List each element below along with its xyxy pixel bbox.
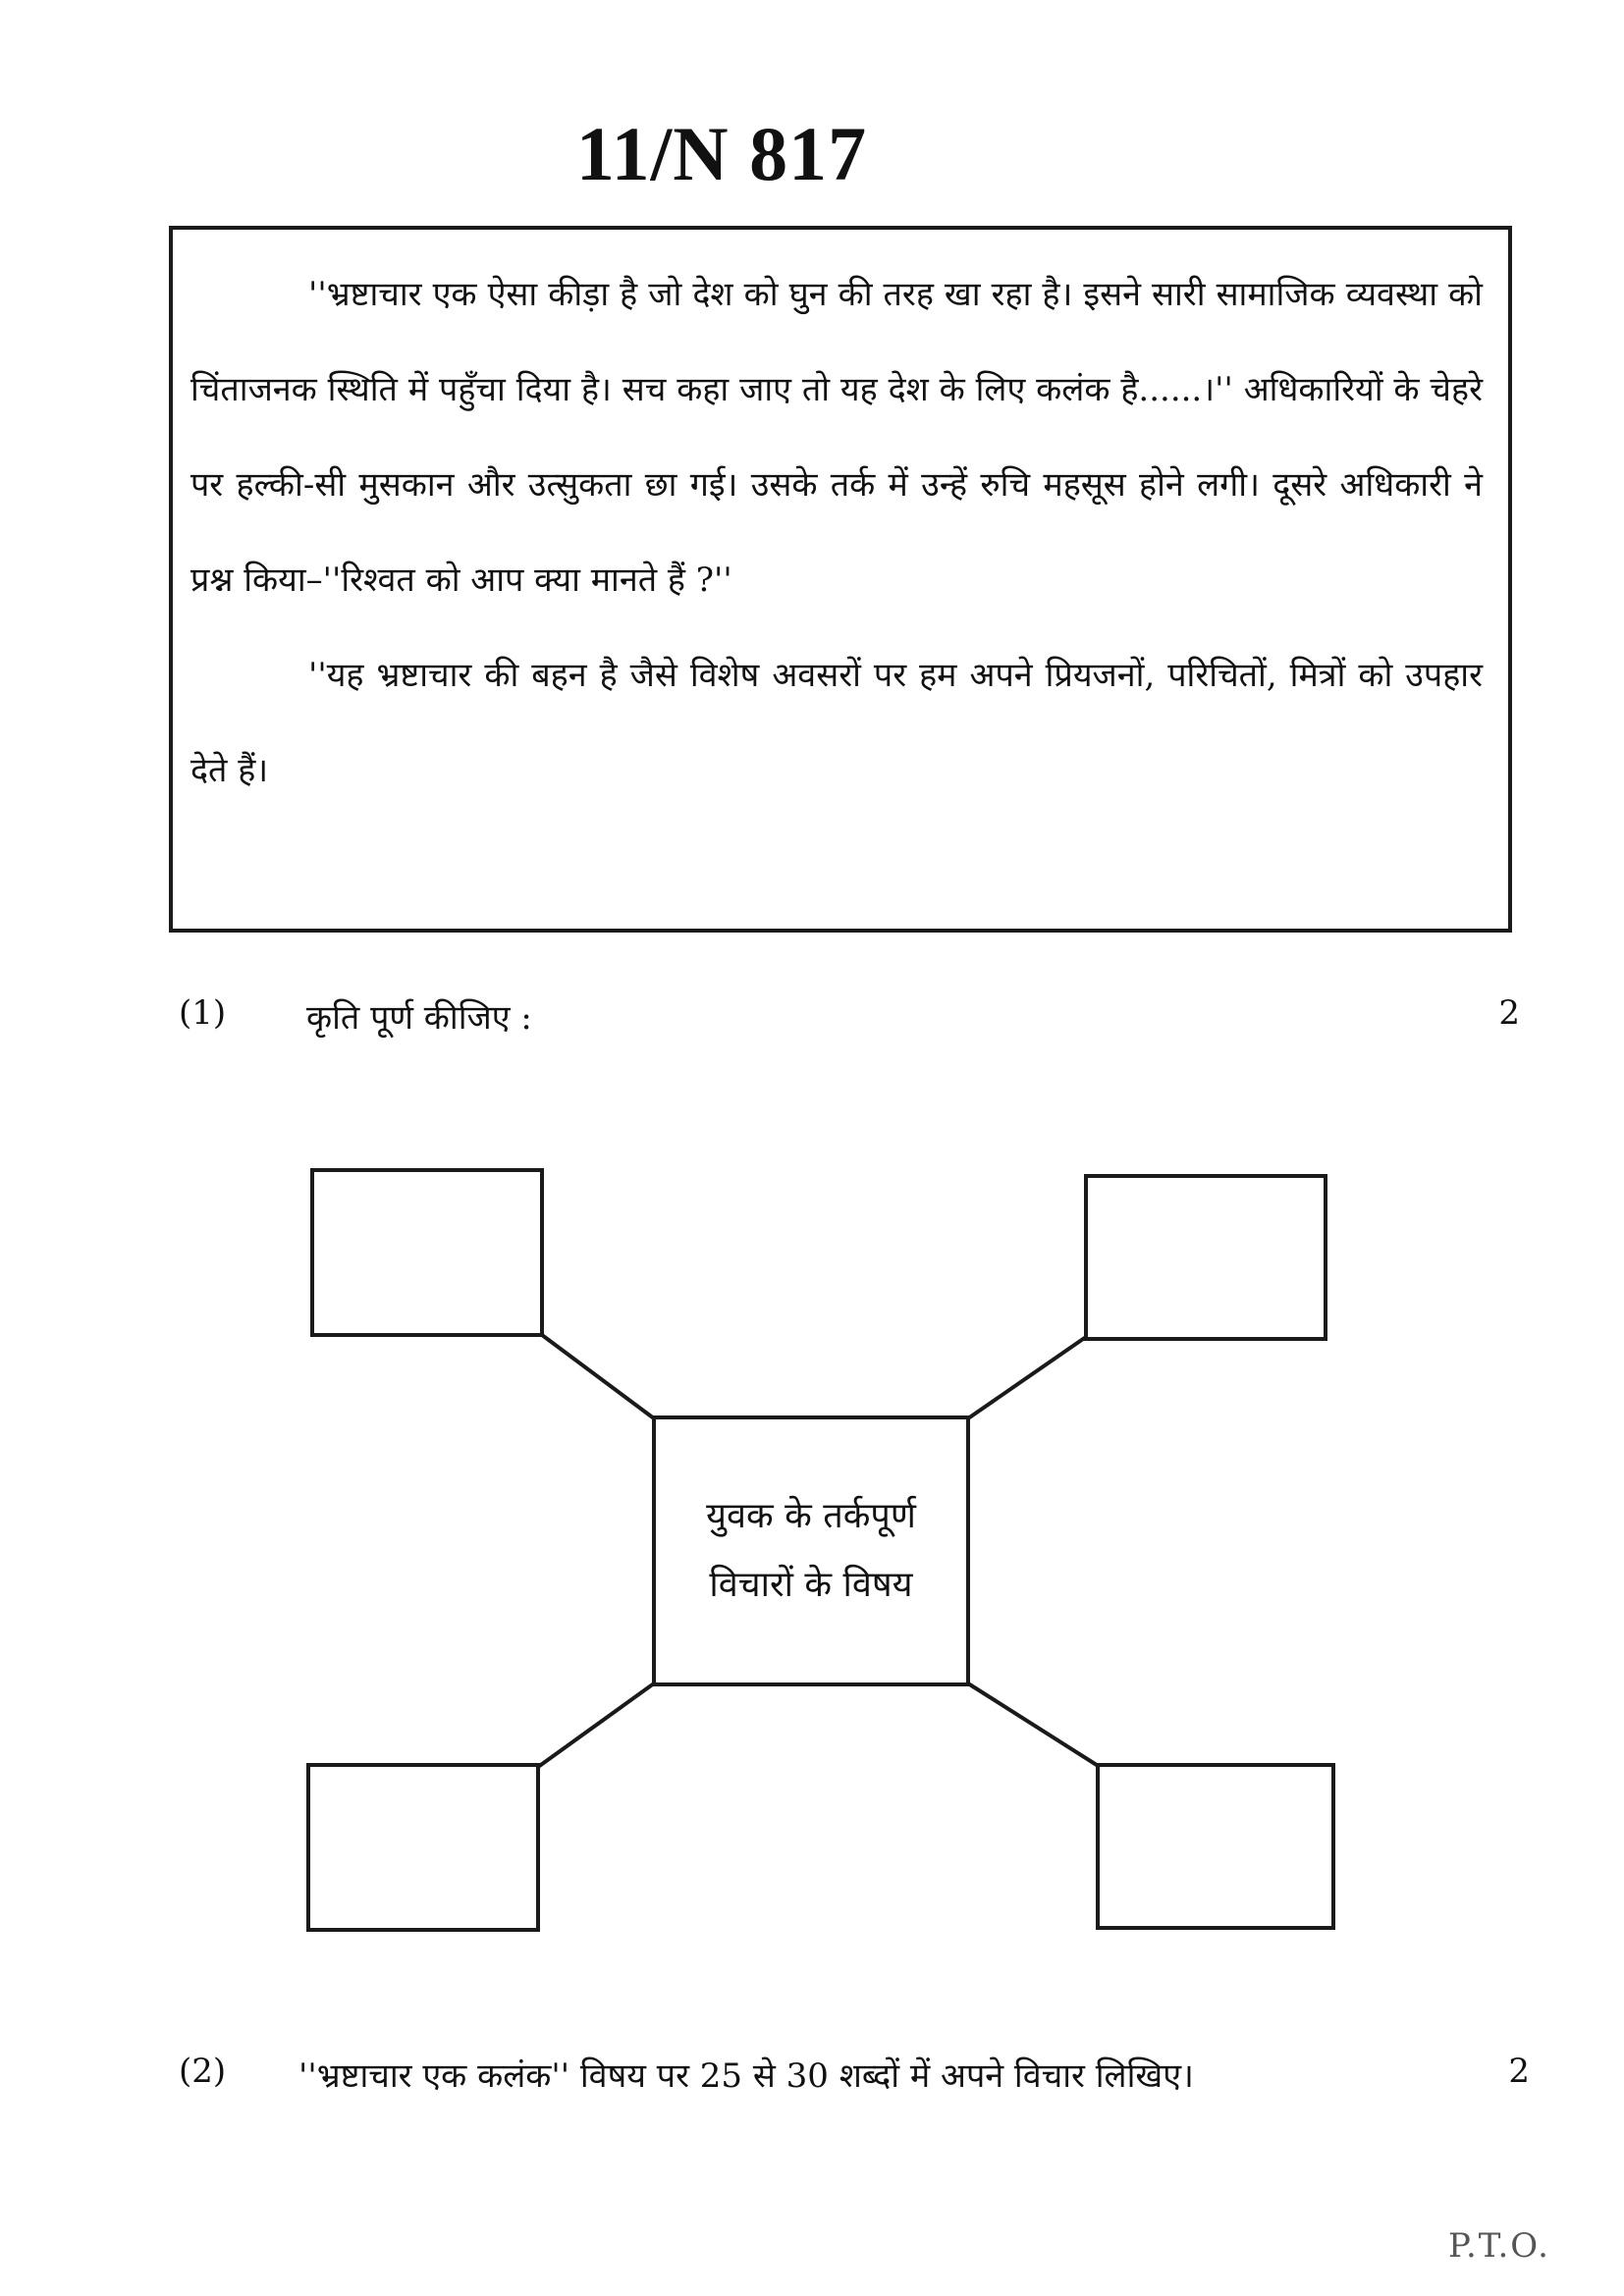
- answer-box-bottom-left[interactable]: [306, 1763, 540, 1932]
- question-2-number: (2): [179, 2052, 227, 2091]
- paper-code: 11/N 817: [575, 111, 868, 196]
- web-diagram-center-box: [652, 1415, 970, 1686]
- web-diagram-center-label: युवक के तर्कपूर्ण विचारों के विषय: [706, 1496, 916, 1605]
- answer-box-top-left[interactable]: [310, 1168, 544, 1337]
- question-2-marks: 2: [1508, 2052, 1530, 2091]
- question-1-text: कृति पूर्ण कीजिए :: [306, 998, 532, 1038]
- question-1-marks: 2: [1498, 993, 1520, 1033]
- passage-box: [169, 226, 1512, 933]
- question-2-text: ''भ्रष्टाचार एक कलंक'' विषय पर 25 से 30 शब्दों में अपने विचार लिखिए।: [298, 2056, 1194, 2096]
- passage-paragraph-1: ''भ्रष्टाचार एक ऐसा कीड़ा है जो देश को घुन की तरह खा रहा है। इसने सारी सामाजिक व्यवस्था को चिंताजनक स्थिति में पहुँचा दिया है। सच कहा जाए तो यह देश के लिए कलंक है......।'' अधिकारियों के चेहरे पर हल्की-सी मुसकान और उत्सुकता छा गई। उसके तर्क में उन्हें रुचि महसूस होने लगी। दूसरे अधिकारी ने प्रश्न किया–''रिश्वत को आप क्या मानते हैं ?'': [190, 275, 1483, 600]
- connector-bottom-left: [538, 1683, 654, 1767]
- connector-top-right: [968, 1337, 1086, 1418]
- connector-bottom-right: [968, 1683, 1100, 1767]
- question-1-number: (1): [179, 993, 227, 1033]
- answer-box-top-right[interactable]: [1084, 1174, 1327, 1341]
- pto-label: P.T.O.: [1448, 2226, 1550, 2266]
- passage-paragraph-2: ''यह भ्रष्टाचार की बहन है जैसे विशेष अवसरों पर हम अपने प्रियजनों, परिचितों, मित्रों को उपहार देते हैं।: [190, 656, 1483, 790]
- connector-top-left: [542, 1335, 654, 1418]
- answer-box-bottom-right[interactable]: [1096, 1763, 1335, 1930]
